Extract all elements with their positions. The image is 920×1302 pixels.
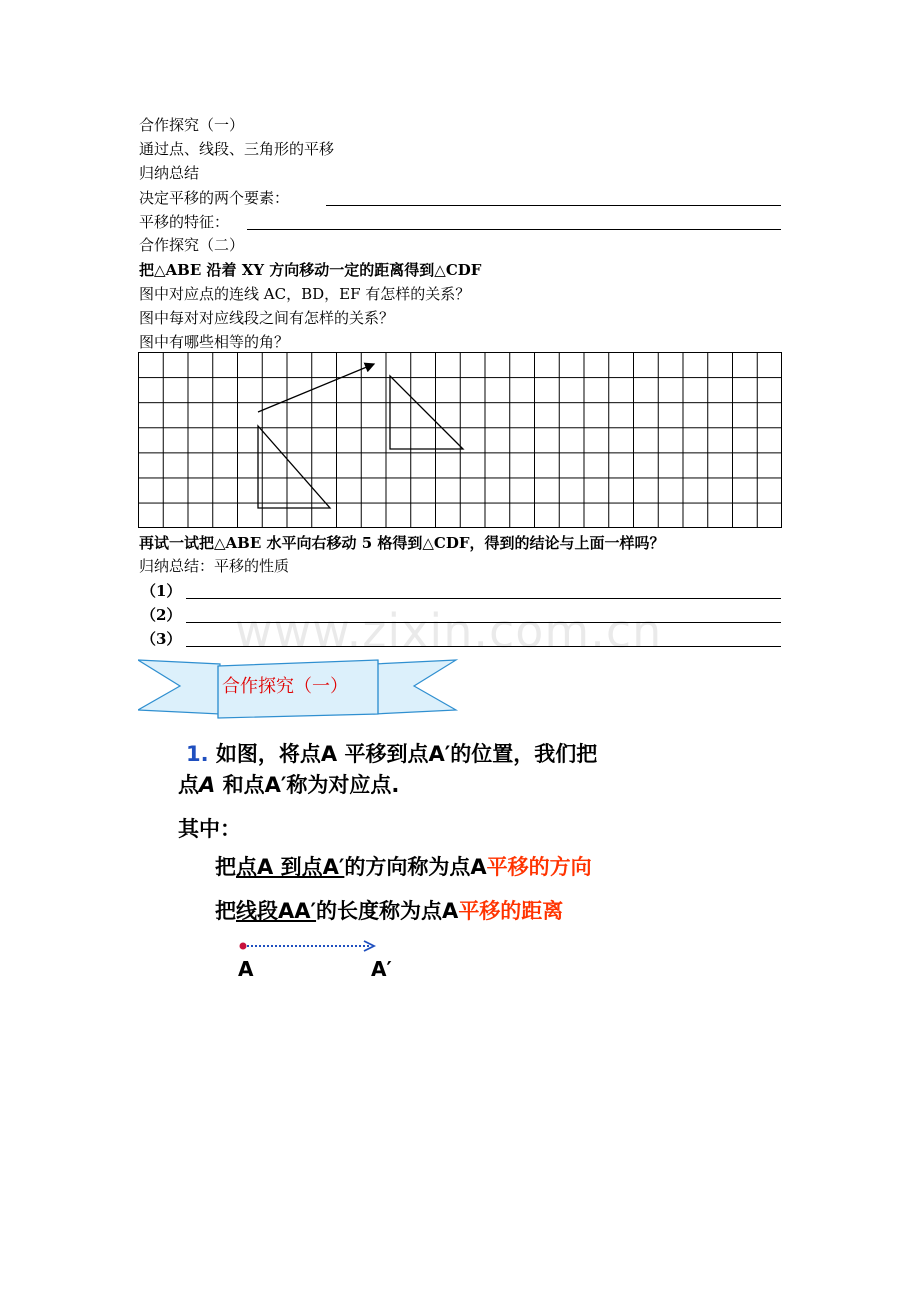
text-line: 平移的特征： <box>139 213 230 231</box>
text-line: 决定平移的两个要素： <box>139 189 290 207</box>
text-line: 再试一试把△ABE 水平向右移动 5 格得到△CDF，得到的结论与上面一样吗？ <box>139 534 665 552</box>
slide-line-3: 其中： <box>178 817 241 841</box>
heading-cooperative-1: 合作探究（一） <box>139 116 245 134</box>
text-line: 通过点、线段、三角形的平移 <box>139 140 335 158</box>
slide-text: A <box>199 773 216 797</box>
item-label-2: （2） <box>141 606 182 624</box>
translation-figure <box>138 352 782 528</box>
triangle-abe <box>258 426 330 508</box>
highlight-text: 平移的距离 <box>458 899 564 923</box>
point-label-a: A <box>238 957 254 981</box>
answer-blank-3[interactable] <box>186 598 781 599</box>
item-label-1: （1） <box>141 582 182 600</box>
text-line: 图中每对对应线段之间有怎样的关系？ <box>139 309 395 327</box>
answer-blank-2[interactable] <box>247 229 781 230</box>
heading-cooperative-2: 合作探究（二） <box>139 236 245 254</box>
slide-text: 把 <box>215 855 236 879</box>
text-line: 归纳总结 <box>139 164 200 182</box>
slide-line-2 <box>178 769 399 799</box>
text-line: 把△ABE 沿着 XY 方向移动一定的距离得到△CDF <box>139 261 482 279</box>
slide-line-4 <box>215 851 592 881</box>
answer-blank-1[interactable] <box>326 205 781 206</box>
triangle-cdf <box>390 376 463 449</box>
slide-text: 和点A′称为对应点. <box>215 773 400 797</box>
point-label-a-prime: A′ <box>371 957 392 981</box>
slide-text: 如图，将点A 平移到点A′的位置，我们把 <box>208 742 598 766</box>
slide-line-1 <box>186 738 597 768</box>
slide-line-5 <box>215 895 563 925</box>
item-number: 1. <box>186 742 209 766</box>
item-label-3: （3） <box>141 630 182 648</box>
slide-text: 的方向称为点A <box>344 855 487 879</box>
banner-title: 合作探究（一） <box>222 676 348 697</box>
direction-arrow <box>258 364 374 412</box>
text-line: 图中有哪些相等的角？ <box>139 333 290 351</box>
slide-text: 点A 到点A′ <box>236 855 345 879</box>
slide-text: 把 <box>215 899 236 923</box>
translation-vector <box>236 938 381 954</box>
answer-blank-4[interactable] <box>186 622 781 623</box>
slide-text: 的长度称为点A <box>316 899 459 923</box>
point-dot <box>240 943 247 950</box>
answer-blank-5[interactable] <box>186 646 781 647</box>
highlight-text: 平移的方向 <box>486 855 592 879</box>
slide-text: 线段AA′ <box>236 899 317 923</box>
text-line: 图中对应点的连线 AC，BD，EF 有怎样的关系？ <box>139 285 471 303</box>
watermark: www.zixin.com.cn <box>235 604 663 658</box>
slide-text: 点 <box>178 773 199 797</box>
text-line: 归纳总结：平移的性质 <box>139 557 290 575</box>
